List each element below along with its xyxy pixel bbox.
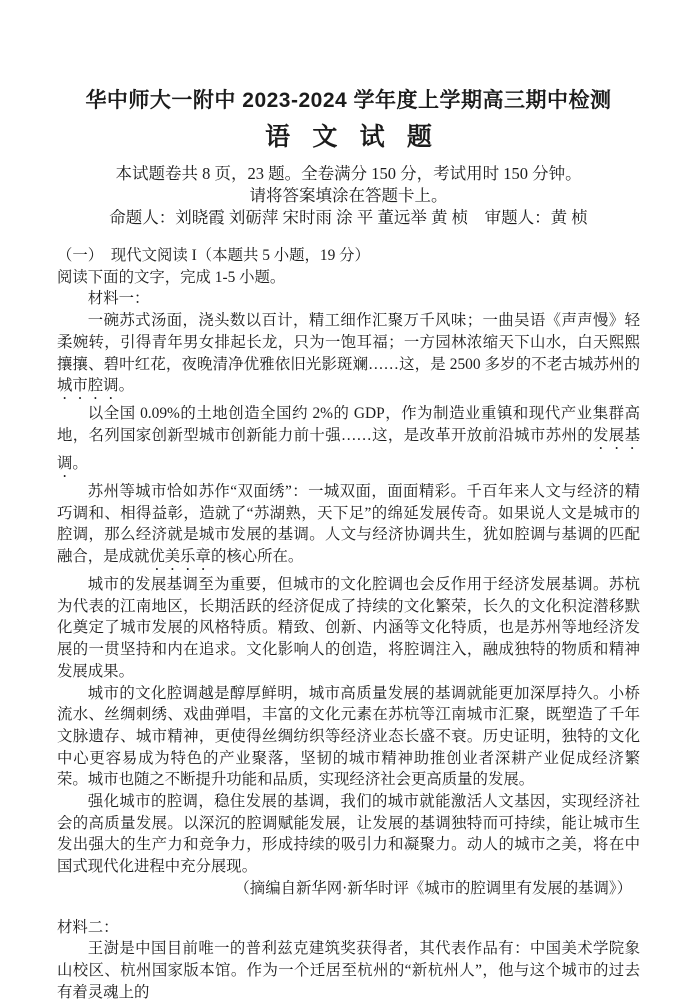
text-segment: 。 [72,454,88,472]
emphasized-text: 优美乐章 [149,548,211,566]
material-one-paragraph-4 [57,574,640,683]
text-segment: 以全国 0.09%的土地创造全国约 2%的 GDP，作为制造业重镇和现代产业集群高地，名列国家创新型城市创新能力前十强……这，是改革开放前沿城市苏州的 [57,405,640,444]
text-segment: 王澍是中国目前唯一的普利兹克建筑奖获得者，其代表作品有：中国美术学院象山校区、杭州国家版本馆。作为一个迁居至杭州的“新杭州人”，他与这个城市的过去有着灵魂上的 [57,940,640,1001]
section-one-heading: （一） 现代文阅读 I（本题共 5 小题，19 分） [57,247,370,264]
subject-title: 语 文 试 题 [265,124,440,151]
material-one-label: 材料一： [87,290,150,308]
text-segment: 强化城市的腔调，稳住发展的基调，我们的城市就能激活人文基因，实现经济社会的高质量发展。以深沉的腔调赋能发展，让发展的基调独特而可持续，能让城市生发出强大的生产力和竞争力，形成持续的吸引力和凝聚力。动人的城市之美，将在中国式现代化进程中充分展现。 [57,793,640,876]
text-segment: 一碗苏式汤面，浇头数以百计，精工细作汇聚万千风味；一曲吴语《声声慢》轻柔婉转，引得青年男女排起长龙，只为一饱耳福；一方园林浓缩天下山水，白天熙熙攘攘、碧叶红花，夜晚清净优雅依旧光影斑斓……这，是 2500 多岁的不老古城苏州的 [57,312,640,373]
answer-sheet-instruction: 请将答案填涂在答题卡上。 [249,186,448,205]
material-one-paragraph-2 [57,403,640,481]
material-one-paragraph-1 [57,310,640,403]
emphasized-text: 发展基调 [57,426,640,472]
exam-setters-line: 命题人：刘晓霞 刘砺萍 宋时雨 涂 平 董远举 黄 桢 审题人：黄 桢 [109,208,588,227]
material-one-citation: （摘编自新华网·新华时评《城市的腔调里有发展的基调》） [234,879,632,897]
material-two-paragraph-1 [57,938,640,1003]
text-segment: 苏州等城市恰如苏作“双面绣”：一城双面，面面精彩。千百年来人文与经济的精巧调和、相得益彰，造就了“苏湖熟，天下足”的绵延发展传奇。如果说人文是城市的腔调，那么经济就是城市发展的基调。人文与经济协调共生，犹如腔调与基调的匹配融合，是成就 [57,482,640,566]
exam-header [57,88,640,229]
text-segment: 的核心所在。 [210,548,304,566]
exam-info-line: 本试题卷共 8 页，23 题。全卷满分 150 分，考试用时 150 分钟。 [115,164,582,183]
emphasized-text: 城市腔调 [57,377,119,395]
material-one-paragraph-5 [57,683,640,792]
exam-title: 华中师大一附中 2023-2024 学年度上学期高三期中检测 [85,89,612,112]
text-segment: 城市的文化腔调越是醇厚鲜明，城市高质量发展的基调就能更加深厚持久。小桥流水、丝绸刺绣、戏曲弹唱，丰富的文化元素在苏杭等江南城市汇聚，既塑造了千年文脉遗存、城市精神，更使得丝绸纺织等经济业态长盛不衰。历史证明，独特的文化中心更容易成为特色的产业聚落，坚韧的城市精神助推创业者深耕产业促成经济繁荣。城市也随之不断提升功能和品质，实现经济社会更高质量的发展。 [57,684,640,789]
exam-body [57,245,640,1003]
text-segment: 。 [118,377,134,395]
material-one-paragraph-3 [57,481,640,574]
material-two-label: 材料二： [57,918,119,936]
material-one-paragraph-6 [57,791,640,878]
text-segment: 城市的发展基调至为重要，但城市的文化腔调也会反作用于经济发展基调。苏杭为代表的江南地区，长期活跃的经济促成了持续的文化繁荣，长久的文化积淀潜移默化奠定了城市发展的风格特质。精致、创新、内涵等文化特质，也是苏州等地经济发展的一贯坚持和内在追求。文化影响人的创造，将腔调注入，融成独特的物质和精神发展成果。 [57,576,640,680]
reading-instruction: 阅读下面的文字，完成 1-5 小题。 [57,268,286,286]
